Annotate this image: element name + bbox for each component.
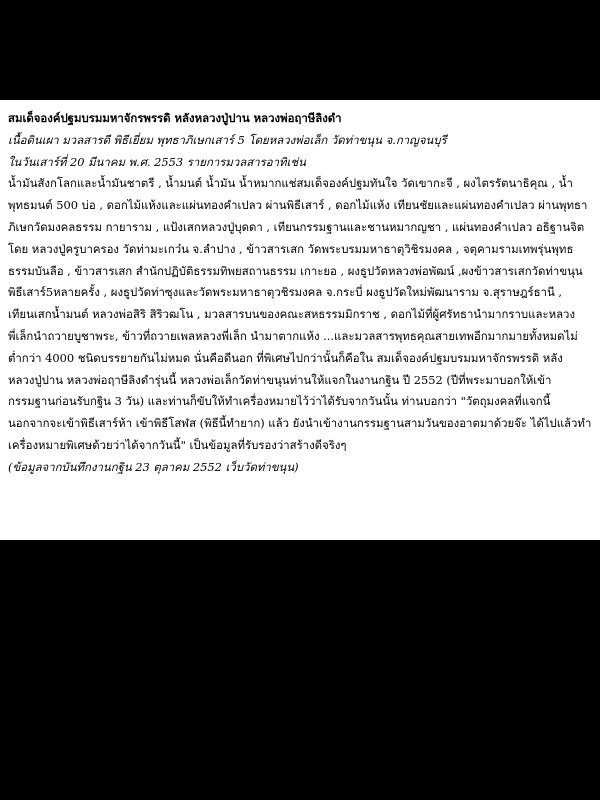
body-line: กรรมฐานก่อนรับกฐิน 3 วัน) และท่านก็ขับให้ทำเครื่องหมายไว้ว่าได้รับจากวันนั้น ท่านบอกว่า "วัตถุมงคลที่แจกนี้ (8, 394, 551, 409)
body-line: น้ำมันสังกโลกและน้ำมันชาตรี , น้ำมนต์ น้ำมัน น้ำหมากแช่สมเด็จองค์ปฐมทันใจ วัดเขากะจี , ผงไตรรัตนาธิคุณ , น้ำ (8, 176, 573, 191)
body-line: หลวงปู่ปาน หลวงพ่อฤาษีลิงดำรุ่นนี้ หลวงพ่อเล็กวัดท่าขนุนท่านให้แจกในงานกฐิน ปี 2552 (ปีที่พระมาบอกให้เข้า (8, 372, 552, 387)
body-line: เทียนเสกน้ำมนต์ หลวงพ่อสิริ สิริวฒโน , มวลสารบนของคณะสหธรรมมิกราช , ดอกไม้ที่ผู้ศรัทธานำมากราบและหลวง (8, 307, 576, 322)
body-line: พุทธมนต์ 500 บ่อ , ดอกไม้แห้งและแผ่นทองคำเปลว ผ่านพิธีเสาร์ , ดอกไม้แห้ง เทียนชัยและแผ่นทองคำเปลว ผ่านพุทธา (8, 198, 588, 213)
body-line: นอกจากจะเข้าพิธีเสาร์ห้า เข้าพิธีโสฬส (พิธีนี้ทำยาก) แล้ว ยังนำเข้างานกรรมฐานสามวันของอาตมาด้วยจ๊ะ ได้ไปแล้วทำ (8, 416, 592, 431)
body-line: ภิเษกวัดมงคลธรรม กายาราม , แป้งเสกหลวงปู่บุดดา , เทียนกรรมฐานและชานหมากญชา , แผ่นทองคำเปลว อธิฐานจิต (8, 219, 585, 234)
document-date-line: ในวันเสาร์ที่ 20 มีนาคม พ.ศ. 2553 รายการมวลสารอาทิเช่น (8, 154, 306, 169)
document-title: สมเด็จองค์ปฐมบรมมหาจักรพรรดิ หลังหลวงปู่ปาน หลวงพ่อฤาษีลิงดำ (8, 111, 342, 125)
body-line: พี่เล็กนำถวายบูชาพระ, ข้าวที่ถวายเพลหลวงพี่เล็ก นำมาตากแห้ง ...และมวลสารพุทธคุณสายเทพอีกมากมายทั้งหมดไม่ (8, 328, 578, 343)
document-page (0, 100, 600, 540)
source-note: (ข้อมูลจากบันทึกงานกฐิน 23 ตุลาคม 2552 เว็บวัดท่าขนุน) (8, 459, 299, 474)
document-subtitle: เนื้อดินเผา มวลสารดี พิธีเยี่ยม พุทธาภิเษกเสาร์ 5 โดยหลวงพ่อเล็ก วัดท่าขนุน จ.กาญจนบุรี (8, 132, 447, 147)
body-line: ธรรมบันลือ , ข้าวสารเสก สำนักปฏิบัติธรรมทิพยสถานธรรม เกาะยอ , ผงธูปวัดหลวงพ่อพัฒน์ ,ผงข้าวสารเสกวัดท่าขนุน (8, 263, 583, 278)
body-line: ต่ำกว่า 4000 ชนิดบรรยายกันไม่หมด นั่นคือดีนอก ที่พิเศษไปกว่านั้นก็คือใน สมเด็จองค์ปฐมบรมมหาจักรพรรดิ หลัง (8, 350, 563, 365)
body-line: เครื่องหมายพิเศษด้วยว่าได้จากวันนี้" เป็นข้อมูลที่รับรองว่าสร้างดีจริงๆ (8, 437, 347, 452)
body-line: โดย หลวงปู่ครูบาครอง วัดท่ามะเกว๋น จ.ลำปาง , ข้าวสารเสก วัดพระบรมมหาธาตุวิชิรมงคล , จตุคามรามเทพรุ่นพุทธ (8, 241, 574, 256)
body-line: พิธีเสาร์5หลายครั้ง , ผงธูปวัดท่าซุงและวัดพระมหาธาตุวชิรมงคล จ.กระบี่ ผงธูปวัดใหม่พัฒนาราม จ.สุราษฎร์ธานี , (8, 285, 562, 300)
